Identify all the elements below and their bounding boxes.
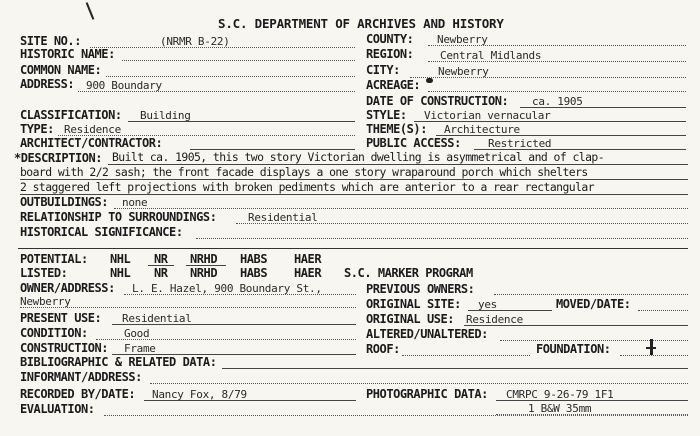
theme-value: Architecture (444, 123, 520, 136)
date-construction-line (520, 107, 686, 108)
owner-address-city: Newberry (20, 295, 71, 308)
present-use-value: Residential (122, 312, 192, 325)
listed-nhl: NHL (110, 266, 131, 280)
biblio-line (222, 368, 688, 369)
owner-address-label: OWNER/ADDRESS: (20, 281, 115, 295)
recorded-value: Nancy Fox, 8/79 (152, 388, 247, 401)
style-line (414, 121, 686, 122)
relationship-label: RELATIONSHIP TO SURROUNDINGS: (20, 210, 217, 224)
section-divider (18, 248, 688, 249)
classification-value: Building (140, 109, 191, 122)
owner-address-line (124, 294, 356, 295)
recorded-label: RECORDED BY/DATE: (20, 387, 136, 401)
foundation-label: FOUNDATION: (536, 342, 611, 356)
site-no-line (90, 47, 355, 48)
city-line (410, 77, 686, 78)
site-no-label: SITE NO.: (20, 34, 81, 48)
condition-label: CONDITION: (20, 326, 88, 340)
acreage-label: ACREAGE: (366, 78, 421, 92)
classification-label: CLASSIFICATION: (20, 108, 122, 122)
evaluation-line (104, 415, 688, 416)
owner-address-value: L. E. Hazel, 900 Boundary St., (132, 282, 322, 295)
previous-owners-label: PREVIOUS OWNERS: (366, 282, 475, 296)
photo-data-value-2: 1 B&W 35mm (528, 402, 592, 415)
original-site-value: yes (478, 298, 497, 311)
condition-value: Good (124, 327, 150, 340)
theme-line (436, 135, 686, 136)
listed-habs: HABS (240, 266, 268, 280)
potential-nhl: NHL (110, 252, 131, 266)
common-name-label: COMMON NAME: (20, 63, 102, 77)
description-label: *DESCRIPTION: (14, 151, 103, 165)
acreage-line (428, 91, 686, 92)
address-label: ADDRESS: (20, 77, 75, 91)
moved-date-line (638, 310, 688, 311)
moved-date-label: MOVED/DATE: (556, 297, 631, 311)
county-label: COUNTY: (366, 32, 414, 46)
informant-label: INFORMANT/ADDRESS: (20, 370, 142, 384)
city-label: CITY: (366, 63, 400, 77)
common-name-line (106, 76, 355, 77)
type-label: TYPE: (20, 122, 54, 136)
potential-nr: NR (154, 252, 168, 266)
previous-owners-line (494, 294, 688, 295)
photo-data-label: PHOTOGRAPHIC DATA: (366, 387, 488, 401)
photo-data-value: CMRPC 9-26-79 1F1 (506, 388, 614, 401)
relationship-value: Residential (248, 211, 318, 224)
listed-nr: NR (154, 266, 168, 280)
listed-label: LISTED: (20, 266, 68, 280)
date-construction-label: DATE OF CONSTRUCTION: (366, 94, 509, 108)
photo-data-line-2 (496, 414, 688, 415)
address-line (78, 91, 355, 92)
region-label: REGION: (366, 47, 414, 61)
region-line (428, 61, 686, 62)
county-value: Newberry (437, 33, 488, 46)
type-value: Residence (64, 123, 121, 136)
description-line-1: Built ca. 1905, this two story Victorian dwelling is asymmetrical and of clap- (112, 150, 605, 164)
potential-label: POTENTIAL: (20, 252, 88, 266)
original-use-line (464, 325, 688, 326)
relationship-line (236, 223, 688, 224)
page-title: S.C. DEPARTMENT OF ARCHIVES AND HISTORY (218, 16, 504, 31)
construction-label: CONSTRUCTION: (20, 341, 109, 355)
roof-label: ROOF: (366, 342, 400, 356)
style-value: Victorian vernacular (424, 109, 551, 122)
evaluation-label: EVALUATION: (20, 402, 95, 416)
style-label: STYLE: (366, 108, 407, 122)
site-no-value: (NRMR B-22) (160, 35, 230, 48)
potential-haer: HAER (294, 252, 322, 266)
original-site-line (468, 310, 552, 311)
recorded-line (144, 400, 356, 401)
potential-habs: HABS (240, 252, 268, 266)
ink-blot (426, 78, 433, 83)
informant-line (150, 383, 688, 384)
listed-haer: HAER (294, 266, 322, 280)
biblio-label: BIBLIOGRAPHIC & RELATED DATA: (20, 355, 217, 369)
owner-address-line-2 (20, 307, 356, 308)
description-line-3: 2 staggered left projections with broken pediments which are anterior to a rear rectangular (20, 180, 595, 194)
altered-line (500, 340, 688, 341)
description-line-2: board with 2/2 sash; the front facade displays a one story wraparound porch which shelters (20, 165, 588, 179)
description-rule-3 (20, 194, 688, 195)
present-use-label: PRESENT USE: (20, 311, 102, 325)
condition-line (96, 339, 356, 340)
county-line (428, 45, 686, 46)
original-site-label: ORIGINAL SITE: (366, 297, 461, 311)
handwritten-mark-dash (646, 347, 656, 349)
address-value: 900 Boundary (86, 79, 162, 92)
foundation-line (620, 355, 688, 356)
original-use-label: ORIGINAL USE: (366, 312, 455, 326)
public-access-label: PUBLIC ACCESS: (366, 136, 461, 150)
photo-data-line (496, 400, 688, 401)
altered-label: ALTERED/UNALTERED: (366, 327, 488, 341)
classification-line (128, 121, 355, 122)
historic-name-line (122, 60, 355, 61)
potential-nrhd: NRHD (190, 252, 218, 266)
listed-nrhd: NRHD (190, 266, 218, 280)
roof-line (402, 355, 530, 356)
significance-label: HISTORICAL SIGNIFICANCE: (20, 225, 183, 239)
architect-label: ARCHITECT/CONTRACTOR: (20, 136, 163, 150)
outbuildings-value: none (122, 196, 148, 209)
historic-name-label: HISTORIC NAME: (20, 47, 115, 61)
public-access-value: Restricted (488, 137, 552, 150)
construction-value: Frame (124, 342, 156, 355)
region-value: Central Midlands (440, 49, 542, 62)
theme-label: THEME(S): (366, 122, 427, 136)
present-use-line (112, 324, 356, 325)
outbuildings-line (114, 208, 688, 209)
pen-mark (86, 2, 95, 19)
city-value: Newberry (438, 65, 489, 78)
marker-program-label: S.C. MARKER PROGRAM (344, 266, 473, 280)
outbuildings-label: OUTBUILDINGS: (20, 195, 109, 209)
original-use-value: Residence (466, 313, 523, 326)
significance-line (196, 238, 688, 239)
date-construction-value: ca. 1905 (532, 95, 583, 108)
